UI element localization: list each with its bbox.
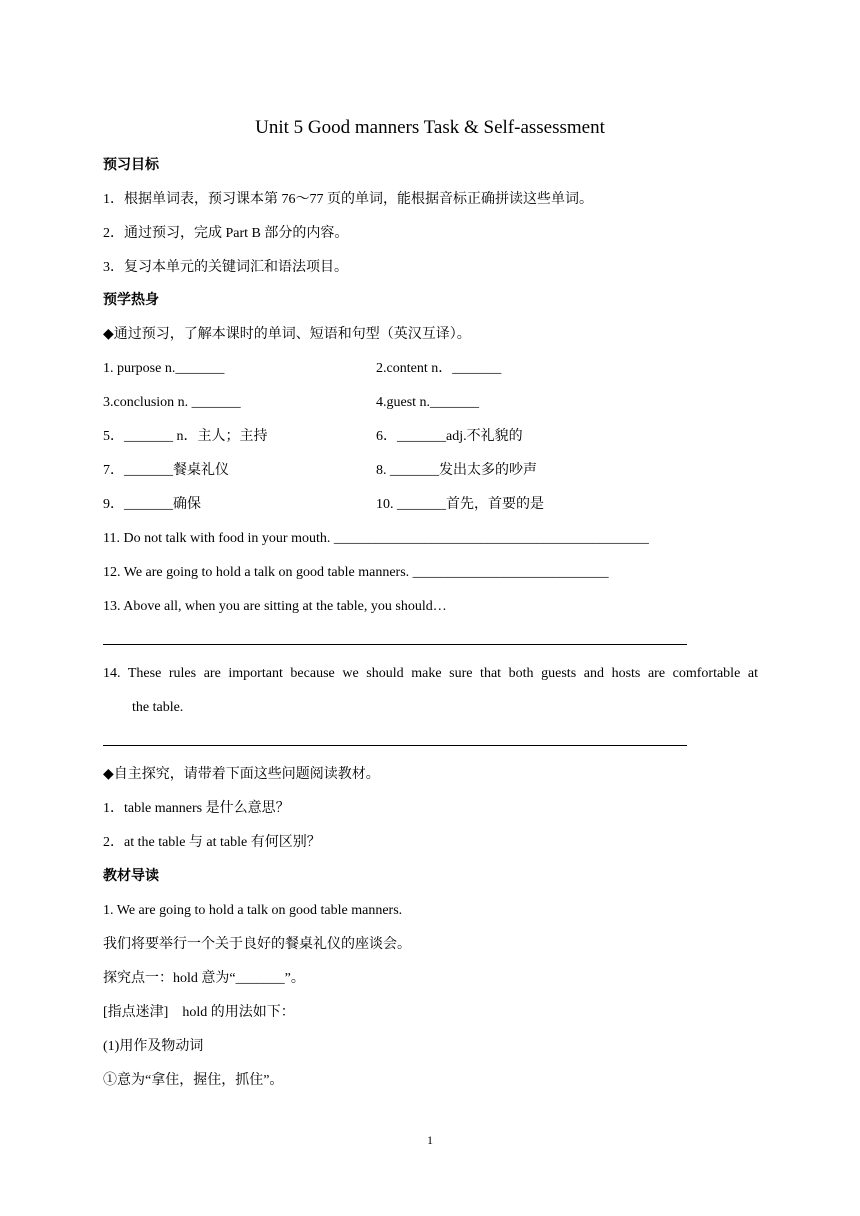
guide-line: ①意为“拿住，握住，抓住”。 xyxy=(103,1073,284,1088)
explore-intro: ◆自主探究，请带着下面这些问题阅读教材。 xyxy=(103,767,380,782)
goal-item: 1．根据单词表，预习课本第 76～77 页的单词，能根据音标正确拼读这些单词。 xyxy=(103,192,593,207)
vocab-item: 2.content n．_______ xyxy=(376,361,502,376)
section-heading-warmup: 预学热身 xyxy=(103,293,159,308)
goal-item: 3．复习本单元的关键词汇和语法项目。 xyxy=(103,260,348,275)
section-heading-preview-goals: 预习目标 xyxy=(103,158,159,173)
guide-line: (1)用作及物动词 xyxy=(103,1039,204,1054)
guide-line: 1. We are going to hold a talk on good table manners. xyxy=(103,903,403,918)
vocab-item: 5．_______ n．主人；主持 xyxy=(103,429,268,444)
explore-question: 2．at the table 与 at table 有何区别？ xyxy=(103,835,321,850)
vocab-item: 7．_______餐桌礼仪 xyxy=(103,463,229,478)
goal-item: 2．通过预习，完成 Part B 部分的内容。 xyxy=(103,226,349,241)
vocab-item: 3.conclusion n. _______ xyxy=(103,395,241,410)
guide-line: 探究点一：hold 意为“_______”。 xyxy=(103,971,305,986)
document-title: Unit 5 Good manners Task & Self-assessment xyxy=(255,117,605,138)
answer-line xyxy=(103,745,687,746)
guide-line: 我们将要举行一个关于良好的餐桌礼仪的座谈会。 xyxy=(103,937,411,952)
warmup-intro: ◆通过预习，了解本课时的单词、短语和句型（英汉互译）。 xyxy=(103,327,471,342)
page-number: 1 xyxy=(427,1133,433,1147)
sentence-item-12: 12. We are going to hold a talk on good table manners. ____________________________ xyxy=(103,565,609,580)
sentence-item-14-continued: the table. xyxy=(132,700,184,715)
vocab-item: 4.guest n._______ xyxy=(376,395,480,410)
sentence-item-13: 13. Above all, when you are sitting at the table, you should… xyxy=(103,599,447,614)
guide-line: [指点迷津] hold 的用法如下： xyxy=(103,1005,295,1020)
vocab-item: 9．_______确保 xyxy=(103,497,201,512)
vocab-item: 10. _______首先，首要的是 xyxy=(376,497,544,512)
vocab-item: 8. _______发出太多的吵声 xyxy=(376,463,537,478)
vocab-item: 1. purpose n._______ xyxy=(103,361,225,376)
sentence-item-14: 14. These rules are important because we should make sure that both guests and hosts are comfortable at xyxy=(103,666,758,681)
answer-line xyxy=(103,644,687,645)
vocab-item: 6．_______adj.不礼貌的 xyxy=(376,429,523,444)
sentence-item-11: 11. Do not talk with food in your mouth. _____________________________________________ xyxy=(103,531,649,546)
explore-question: 1．table manners 是什么意思？ xyxy=(103,801,290,816)
section-heading-textbook-guide: 教材导读 xyxy=(103,869,159,884)
